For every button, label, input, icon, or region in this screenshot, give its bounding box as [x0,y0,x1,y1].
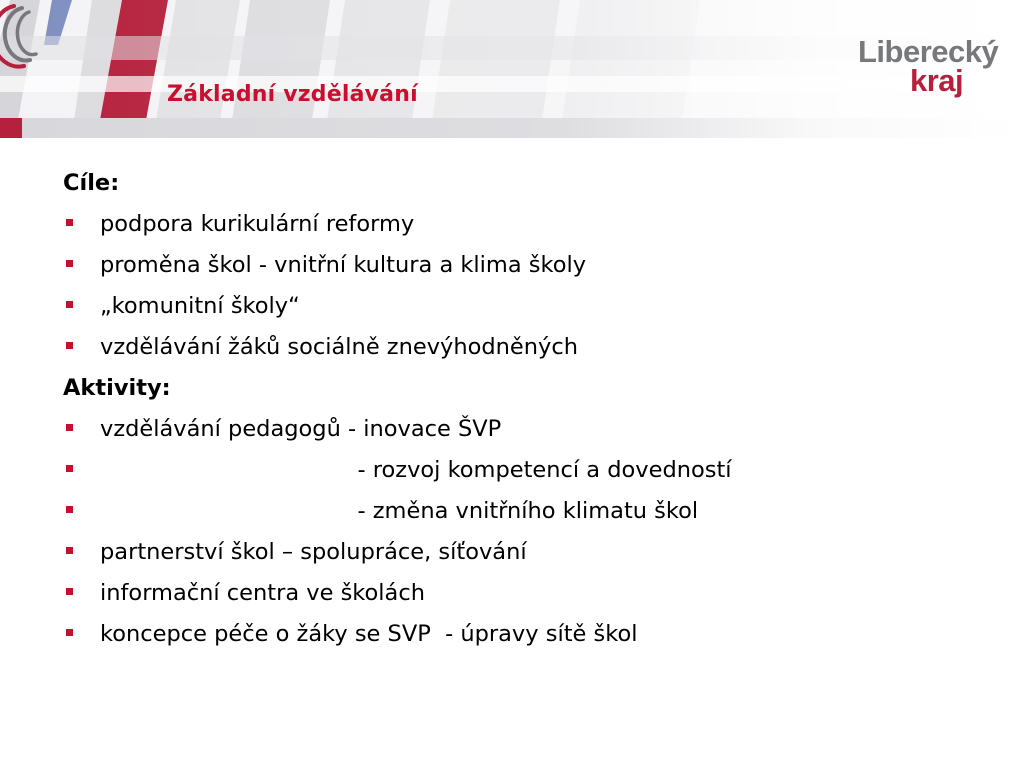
logo-text-liberecky: Liberecký [858,34,999,69]
square-bullet-icon [66,506,73,513]
square-bullet-icon [66,342,73,349]
liberecky-kraj-logo-icon [0,0,170,70]
list-item: vzdělávání žáků sociálně znevýhodněných [63,327,983,368]
list-item: podpora kurikulární reformy [63,204,983,245]
list-item: partnerství škol – spolupráce, síťování [63,532,983,573]
square-bullet-icon [66,424,73,431]
slide-body [63,163,983,655]
slide-header [0,0,1024,138]
list-item: „komunitní školy“ [63,286,983,327]
list-item: koncepce péče o žáky se SVP - úpravy sítě škol [63,614,983,655]
list-item: informační centra ve školách [63,573,983,614]
section-heading-cile: Cíle: [63,170,120,196]
section-heading-aktivity: Aktivity: [63,375,171,401]
square-bullet-icon [66,465,73,472]
square-bullet-icon [66,219,73,226]
square-bullet-icon [66,629,73,636]
square-bullet-icon [66,260,73,267]
list-item: - změna vnitřního klimatu škol [63,491,983,532]
list-item: proměna škol - vnitřní kultura a klima školy [63,245,983,286]
list-item: - rozvoj kompetencí a dovedností [63,450,983,491]
slide-title: Základní vzdělávání [167,82,418,107]
square-bullet-icon [66,301,73,308]
square-bullet-icon [66,588,73,595]
logo-text-kraj: kraj [910,63,964,98]
square-bullet-icon [66,547,73,554]
list-item: vzdělávání pedagogů - inovace ŠVP [63,409,983,450]
